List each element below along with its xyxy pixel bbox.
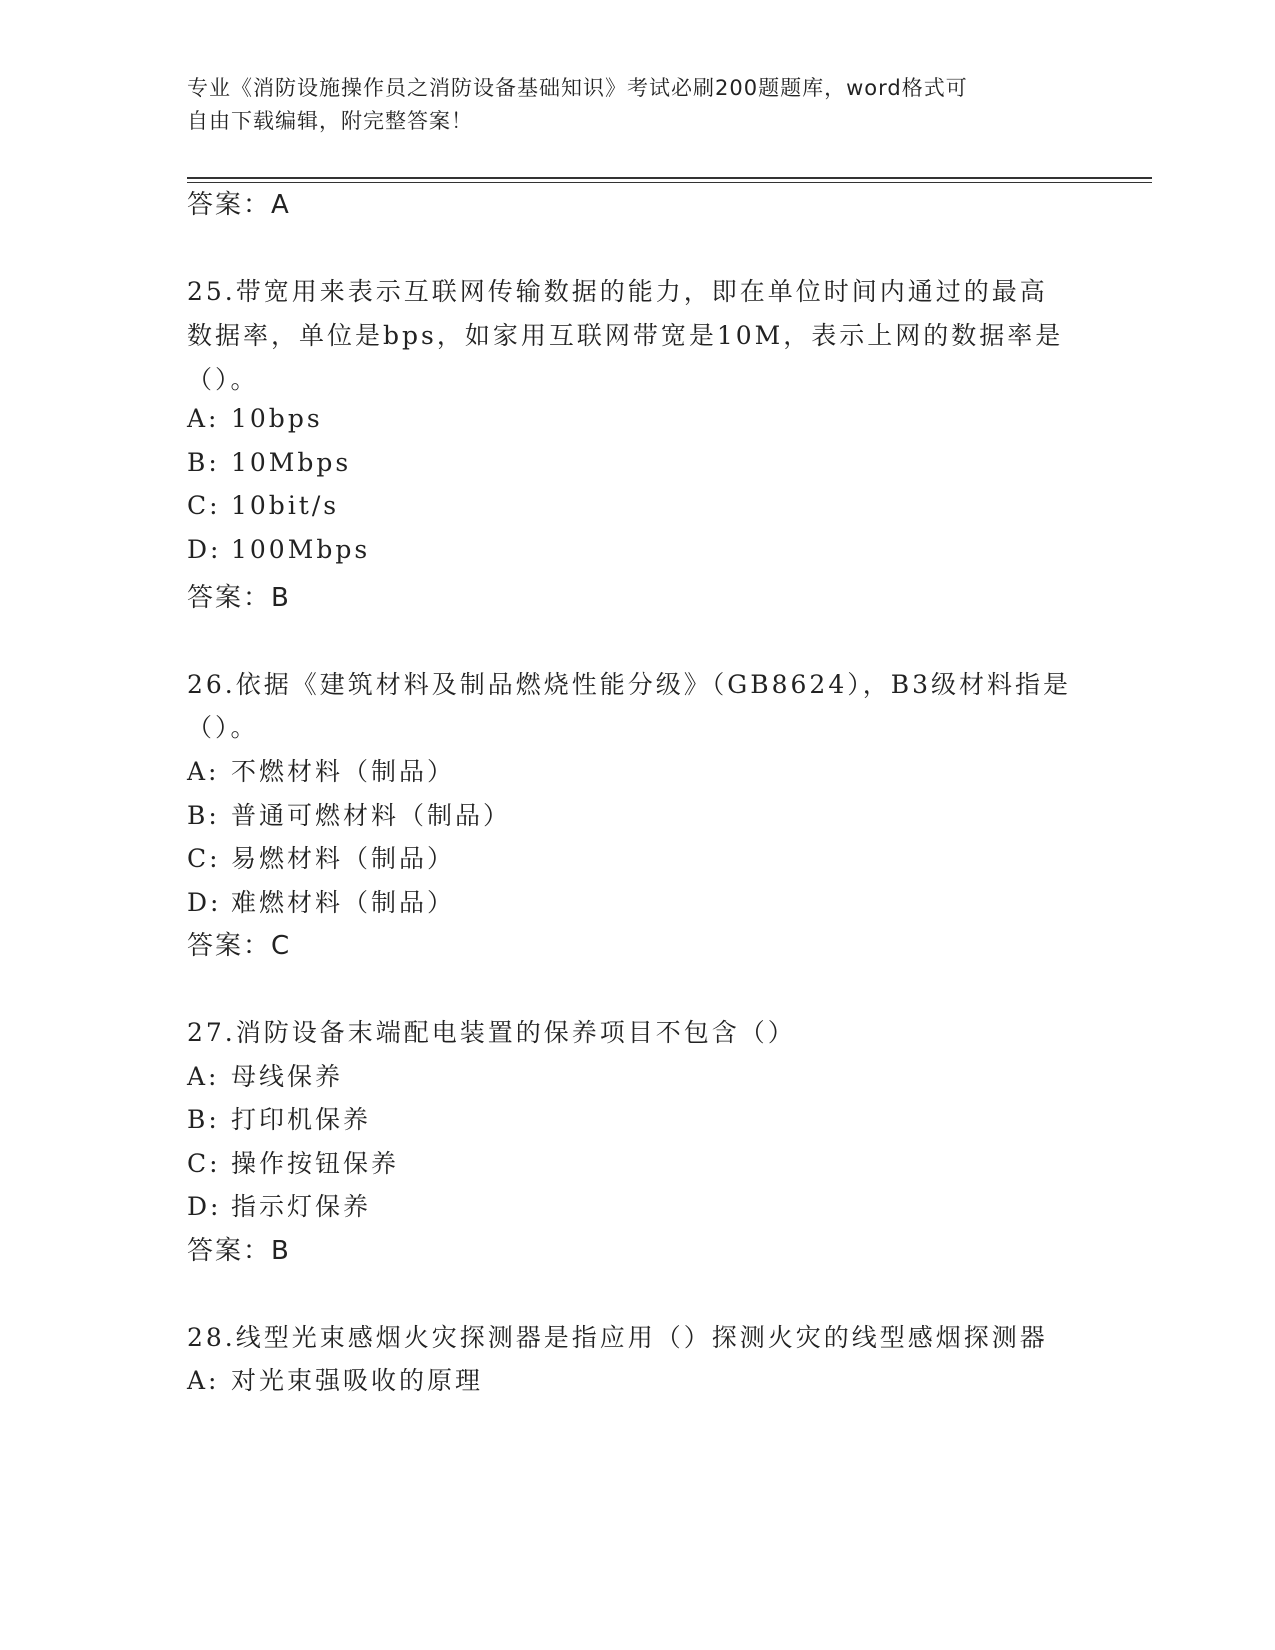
previous-answer: 答案：A [187, 190, 291, 220]
question-26-answer: 答案：C [187, 931, 292, 961]
option-letter: C: [187, 1149, 221, 1178]
option-letter: B: [187, 448, 220, 477]
option-letter: B: [187, 1105, 220, 1134]
question-25-stem-line-3: （）。 [187, 365, 259, 394]
header-line-2: 自由下载编辑，附完整答案！ [187, 109, 473, 133]
question-27-option-b [187, 1100, 371, 1136]
option-text: 易燃材料（制品） [231, 844, 456, 873]
question-25-option-b [187, 448, 351, 477]
option-text: 10bps [231, 404, 323, 433]
option-text: 对光束强吸收的原理 [231, 1366, 484, 1395]
question-26-option-d [187, 883, 455, 919]
option-text: 难燃材料（制品） [231, 888, 456, 917]
option-letter: D: [187, 1192, 222, 1221]
question-26-option-b [187, 796, 511, 832]
question-25-option-c [187, 491, 339, 520]
option-letter: A: [187, 1366, 220, 1395]
question-25-option-d [187, 535, 370, 564]
option-letter: C: [187, 844, 221, 873]
option-text: 打印机保养 [231, 1105, 372, 1134]
header-line-1: 专业《消防设施操作员之消防设备基础知识》考试必刷200题题库，word格式可 [187, 76, 968, 100]
question-26-stem-line-2: （）。 [187, 713, 259, 742]
option-letter: A: [187, 757, 220, 786]
question-26-option-a [187, 752, 455, 788]
question-26-option-c [187, 839, 455, 875]
question-28-option-a [187, 1361, 483, 1397]
option-text: 指示灯保养 [231, 1192, 372, 1221]
question-25-stem-line-2: 数据率，单位是bps，如家用互联网带宽是10M，表示上网的数据率是 [187, 321, 1064, 350]
option-letter: A: [187, 404, 220, 433]
option-letter: B: [187, 801, 220, 830]
question-27-option-d [187, 1187, 371, 1223]
question-25-stem-line-1: 25.带宽用来表示互联网传输数据的能力，即在单位时间内通过的最高 [187, 277, 1048, 306]
option-letter: A: [187, 1062, 220, 1091]
question-27-answer: 答案：B [187, 1236, 291, 1266]
option-text: 操作按钮保养 [231, 1149, 400, 1178]
question-27-option-a [187, 1057, 343, 1093]
option-text: 100Mbps [231, 535, 371, 564]
question-27-stem-line-1: 27.消防设备末端配电装置的保养项目不包含（） [187, 1018, 796, 1047]
question-27-option-c [187, 1144, 399, 1180]
document-header [187, 72, 1087, 138]
option-letter: D: [187, 535, 222, 564]
question-25-option-a [187, 404, 323, 433]
question-26-stem-line-1: 26.依据《建筑材料及制品燃烧性能分级》（GB8624），B3级材料指是 [187, 670, 1072, 699]
option-text: 10bit/s [231, 491, 340, 520]
header-divider-thin [187, 182, 1152, 183]
option-text: 母线保养 [231, 1062, 344, 1091]
option-text: 不燃材料（制品） [231, 757, 456, 786]
option-text: 10Mbps [231, 448, 352, 477]
option-text: 普通可燃材料（制品） [231, 801, 512, 830]
question-28-stem-line-1: 28.线型光束感烟火灾探测器是指应用（）探测火灾的线型感烟探测器 [187, 1323, 1048, 1352]
header-divider-thick [187, 177, 1152, 179]
option-letter: D: [187, 888, 222, 917]
question-25-answer: 答案：B [187, 583, 291, 613]
option-letter: C: [187, 491, 221, 520]
